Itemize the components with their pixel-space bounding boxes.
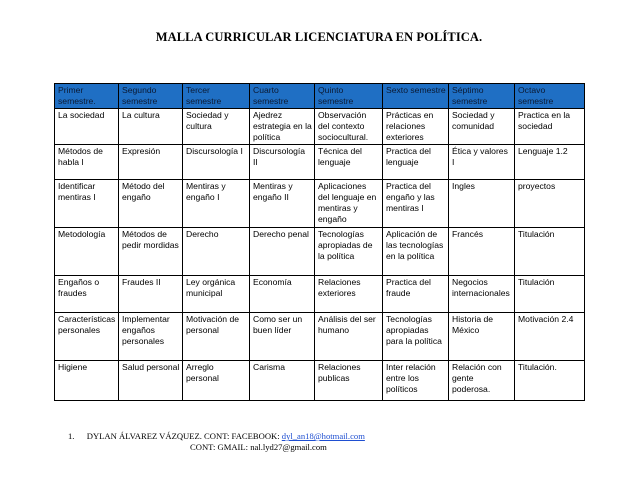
table-cell: Historia de México [449, 313, 515, 361]
table-cell: Higiene [55, 361, 119, 401]
table-cell: Engaños o fraudes [55, 276, 119, 313]
table-row [55, 361, 585, 401]
header-cell: Cuarto semestre [250, 84, 315, 109]
table-row [55, 313, 585, 361]
document-title: MALLA CURRICULAR LICENCIATURA EN POLÍTICA. [155, 30, 483, 44]
table-cell: Derecho [183, 228, 250, 276]
header-cell: Séptimo semestre [449, 84, 515, 109]
table-cell: Derecho penal [250, 228, 315, 276]
table-cell: Como ser un buen líder [250, 313, 315, 361]
table-cell: Francés [449, 228, 515, 276]
table-row [55, 228, 585, 276]
table-cell: Sociedad y comunidad [449, 109, 515, 145]
table-cell: Prácticas en relaciones exteriores [383, 109, 449, 145]
footer-note [68, 431, 365, 453]
table-cell: Lenguaje 1.2 [515, 145, 585, 180]
table-cell: La sociedad [55, 109, 119, 145]
table-cell: Practica en la sociedad [515, 109, 585, 145]
header-cell: Segundo semestre [119, 84, 183, 109]
table-cell: Sociedad y cultura [183, 109, 250, 145]
table-row [55, 180, 585, 228]
table-row [55, 109, 585, 145]
table-cell: Identificar mentiras I [55, 180, 119, 228]
table-cell: Relación con gente poderosa. [449, 361, 515, 401]
table-cell: Métodos de habla I [55, 145, 119, 180]
table-cell: Discursología I [183, 145, 250, 180]
table-cell: Carisma [250, 361, 315, 401]
table-cell: Metodología [55, 228, 119, 276]
table-cell: Practica del lenguaje [383, 145, 449, 180]
header-cell: Primer semestre. [55, 84, 119, 109]
table-cell: Expresión [119, 145, 183, 180]
table-cell: Ingles [449, 180, 515, 228]
table-cell: Titulación. [515, 361, 585, 401]
table-cell: Inter relación entre los políticos [383, 361, 449, 401]
table-cell: Mentiras y engaño II [250, 180, 315, 228]
table-cell: Discursología II [250, 145, 315, 180]
table-cell: Motivación de personal [183, 313, 250, 361]
footer-gmail-line: CONT: GMAIL: nal.lyd27@gmail.com [190, 442, 327, 452]
table-cell: Observación del contexto sociocultural. [315, 109, 383, 145]
header-cell: Quinto semestre [315, 84, 383, 109]
table-cell: Tecnologías apropiadas de la política [315, 228, 383, 276]
table-cell: Arreglo personal [183, 361, 250, 401]
curriculum-table [54, 83, 585, 401]
table-cell: Implementar engaños personales [119, 313, 183, 361]
table-cell: La cultura [119, 109, 183, 145]
table-cell: Titulación [515, 228, 585, 276]
header-cell: Sexto semestre [383, 84, 449, 109]
table-cell: Relaciones publicas [315, 361, 383, 401]
header-row [55, 84, 585, 109]
table-cell: Aplicación de las tecnologías en la política [383, 228, 449, 276]
table-cell: Fraudes II [119, 276, 183, 313]
table-cell: Tecnologías apropiadas para la política [383, 313, 449, 361]
table-cell: Características personales [55, 313, 119, 361]
table-row [55, 276, 585, 313]
facebook-email-link[interactable]: dyl_an18@hotmail.com [281, 431, 365, 441]
table-cell: Motivación 2.4 [515, 313, 585, 361]
header-cell: Octavo semestre [515, 84, 585, 109]
header-cell: Tercer semestre [183, 84, 250, 109]
table-cell: Negocios internacionales [449, 276, 515, 313]
table-cell: Ética y valores I [449, 145, 515, 180]
table-cell: Mentiras y engaño I [183, 180, 250, 228]
footer-line-1 [68, 431, 365, 442]
table-cell: proyectos [515, 180, 585, 228]
table-cell: Titulación [515, 276, 585, 313]
table-cell: Técnica del lenguaje [315, 145, 383, 180]
table-cell: Practica del engaño y las mentiras I [383, 180, 449, 228]
footer-author-text: DYLAN ÁLVAREZ VÁZQUEZ. CONT: FACEBOOK: [86, 431, 282, 441]
table-cell: Análisis del ser humano [315, 313, 383, 361]
table-cell: Economía [250, 276, 315, 313]
footnote-number: 1. [68, 431, 75, 441]
table-cell: Métodos de pedir mordidas [119, 228, 183, 276]
table-row [55, 145, 585, 180]
table-cell: Practica del fraude [383, 276, 449, 313]
table-cell: Salud personal [119, 361, 183, 401]
table-cell: Método del engaño [119, 180, 183, 228]
table-cell: Ajedrez estrategia en la política [250, 109, 315, 145]
table-cell: Ley orgánica municipal [183, 276, 250, 313]
table-cell: Relaciones exteriores [315, 276, 383, 313]
table-cell: Aplicaciones del lenguaje en mentiras y engaño [315, 180, 383, 228]
